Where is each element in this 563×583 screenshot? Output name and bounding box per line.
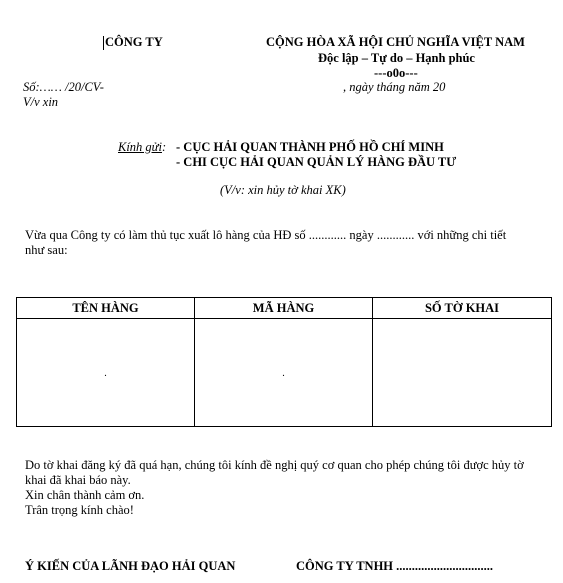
recipient-line-2: - CHI CỤC HẢI QUAN QUẢN LÝ HÀNG ĐẦU TƯ — [176, 155, 457, 169]
intro-line-1: Vừa qua Công ty có làm thủ tục xuất lô hàng của HĐ số ............ ngày ............ với những chi tiết — [25, 228, 507, 242]
recipient-label: Kính gửi — [118, 140, 162, 154]
recipient-line-1: - CỤC HẢI QUAN THÀNH PHỐ HỒ CHÍ MINH — [176, 140, 444, 154]
recipient-block — [118, 140, 166, 155]
intro-line-2: như sau: — [25, 243, 68, 257]
closing-line-2: khai đã khai báo này. — [25, 473, 131, 487]
table-header-product-name: TÊN HÀNG — [72, 301, 139, 315]
country-name: CỘNG HÒA XÃ HỘI CHỦ NGHĨA VIỆT NAM — [266, 35, 525, 49]
table-cell: . — [282, 368, 285, 379]
document-number: Số:…… /20/CV- — [23, 80, 104, 94]
date-line: , ngày tháng năm 20 — [343, 80, 446, 94]
document-subject: V/v xin — [23, 95, 59, 109]
header-ornament: ---o0o--- — [374, 66, 418, 80]
closing-line-1: Do tờ khai đăng ký đã quá hạn, chúng tôi kính đề nghị quý cơ quan cho phép chúng tôi được hủy tờ — [25, 458, 524, 472]
customs-signature-title: Ý KIẾN CỦA LÃNH ĐẠO HẢI QUAN — [25, 559, 236, 573]
closing-line-4: Trân trọng kính chào! — [25, 503, 134, 517]
national-motto: Độc lập – Tự do – Hạnh phúc — [318, 51, 475, 65]
company-name: CÔNG TY — [105, 35, 163, 49]
company-signature-title: CÔNG TY TNHH ............................... — [296, 559, 494, 573]
goods-table — [16, 297, 552, 427]
closing-line-3: Xin chân thành cảm ơn. — [25, 488, 145, 502]
table-header-product-code: MÃ HÀNG — [252, 301, 315, 315]
table-cell: . — [104, 368, 107, 379]
recipient-label-colon: : — [161, 140, 167, 154]
subject-line: (V/v: xin hủy tờ khai XK) — [220, 183, 346, 197]
table-header-divider — [17, 298, 551, 319]
text-cursor — [103, 36, 104, 50]
table-header-declaration-number: SỐ TỜ KHAI — [424, 301, 500, 315]
